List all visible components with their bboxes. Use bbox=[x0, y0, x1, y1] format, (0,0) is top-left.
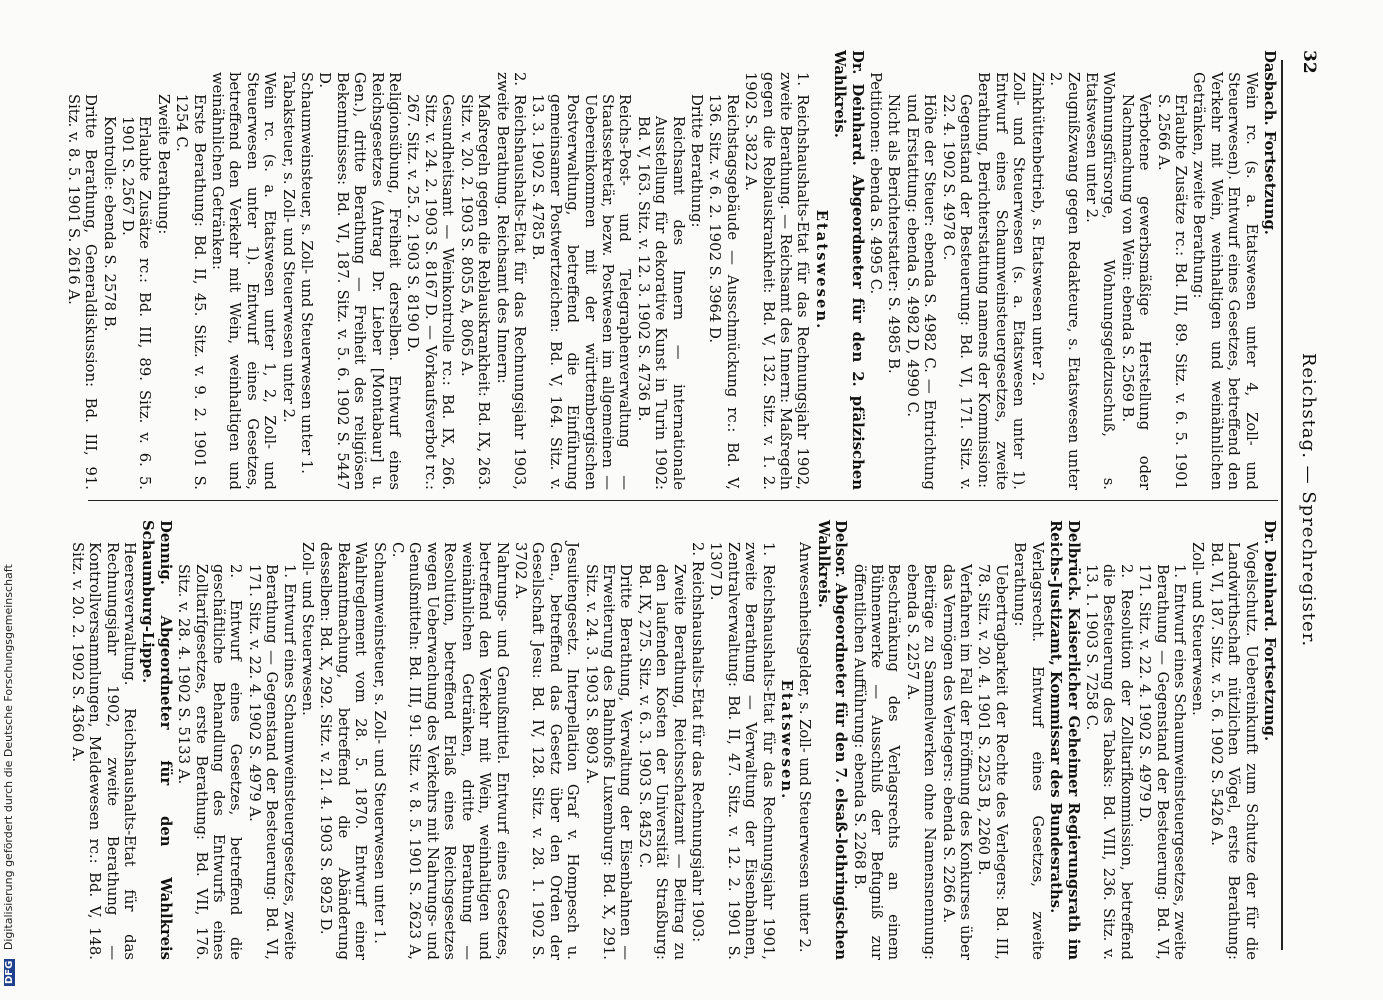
entry-heading: Dennig. Abgeordneter für den Wahlkreis Schaumburg-Lippe. bbox=[139, 520, 174, 960]
entry-heading: Delbrück. Kaiserlicher Geheimer Regierungsrath im Reichs-Justizamt, Kommissar des Bundesraths. bbox=[1047, 520, 1082, 960]
index-entry: Zoll- und Steuerwesen. bbox=[299, 542, 317, 716]
index-entry: Kontrolle: ebenda S. 2578 B. bbox=[100, 116, 118, 332]
index-entry: Maßregeln gegen die Reblauskrankheit: Bd. IX, 263. Sitz. v. 20. 2. 1903 S. 8055 A, 8065 A. bbox=[457, 94, 493, 490]
index-entry: Wahlreglement vom 28. 5. 1870. Entwurf einer Bekanntmachung, betreffend die Abänderung desselben: Bd. X, 292. Sitz. v. 21. 4. 1903 S. 8925 D. bbox=[317, 542, 370, 960]
index-entry: Beiträge zu Sammelwerken ohne Namensnennung: ebenda S. 2257 A. bbox=[903, 564, 939, 960]
index-entry: Zinkhüttenbetrieb, s. Etatswesen unter 2. bbox=[1028, 72, 1046, 387]
index-entry: Beschränkung des Verlagsrechts an einem Bühnenwerke — Ausschluß der Befugniß zur öffentlichen Aufführung: ebenda S. 2268 B. bbox=[850, 564, 903, 960]
index-entry: 2. Reichshaushalts-Etat für das Rechnungsjahr 1903, zweite Berathung. Reichsamt des Innern: bbox=[493, 72, 528, 490]
entry-heading: Delsor. Abgeordneter für den 7. elsaß-lothringischen Wahlkreis. bbox=[814, 520, 850, 960]
entry-heading: Etatswesen. bbox=[778, 679, 796, 801]
index-entry: 1. Reichshaushalts-Etat für das Rechnungsjahr 1901, zweite Berathung — Verwaltung der Eisenbahnen, Zentralverwaltung: Bd. II, 47. Sitz. v. 12. 2. 1901 S. 1307 D. bbox=[707, 542, 777, 960]
index-entry: Dritte Berathung, Generaldiskussion: Bd. III, 91. Sitz. v. 8. 5. 1901 S. 2616 A. bbox=[64, 94, 100, 490]
index-entry: Nahrungs- und Genußmittel. Entwurf eines Gesetzes, betreffend den Verkehr mit Wein, weinhaltigen und weinähnlichen Getränken, dritte Berathung — Resolution, betreffend Erlaß eines Reichsgesetzes wegen Ueberwachung des Verkehrs mit Nahrungs- und Genußmitteln: Bd. III, 91. Sitz. v. 8. 5. 1901 S. 2623 A, C. bbox=[389, 542, 511, 960]
index-entry: Vogelschutz. Uebereinkunft zum Schutze der für die Landwirthschaft nützlichen Vögel, erste Berathung: Bd. VI, 187. Sitz. v. 5. 6. 1902 S. 5426 A. bbox=[1207, 542, 1260, 960]
index-entry: Anwesenheitsgelder, s. Zoll- und Steuerwesen unter 2. bbox=[796, 542, 814, 953]
right-text-column bbox=[67, 520, 1278, 960]
digitization-note: Digitalisierung gefördert durch die Deutsche Forschungsgemeinschaft bbox=[2, 564, 15, 951]
index-entry: Dritte Berathung, Verwaltung der Eisenbahnen — Erweiterung des Bahnhofs Luxemburg: Bd. X, 291. Sitz. v. 24. 3. 1903 S. 8903 A. bbox=[582, 564, 635, 960]
index-entry: Verlagsrecht. Entwurf eines Gesetzes, zweite Berathung: bbox=[1011, 542, 1046, 960]
entry-heading: Dr. Deinhard. Fortsetzung. bbox=[1261, 520, 1278, 742]
index-entry: 1. Reichshaushalts-Etat für das Rechnungsjahr 1902, zweite Berathung. — Reichsamt des Innern: Maßregeln gegen die Reblauskrankheit: Bd. V, 132. Sitz. v. 1. 2. 1902 S. 3822 A. bbox=[742, 72, 812, 490]
index-entry: Schaumweinsteuer, s. Zoll- und Steuerwesen unter 1. bbox=[298, 72, 316, 474]
index-entry: Reichsamt des Innern — internationale Ausstellung für dekorative Kunst in Turin 1902: Bd. V, 163. Sitz. v. 12. 3. 1902 S. 4736 B. bbox=[634, 116, 687, 490]
index-entry: Erlaubte Zusätze rc.: Bd. III, 89. Sitz. v. 6. 5. 1901 S. 2567 D. bbox=[119, 116, 154, 490]
index-entry: Wohnungsfürsorge, Wohnungsgeldzuschuß, s. Etatswesen unter 2. bbox=[1082, 72, 1118, 490]
index-entry: Reichstagsgebäude — Ausschmückung rc.: Bd. V, 136. Sitz. v. 6. 2. 1902 S. 3964 D. bbox=[706, 94, 741, 490]
index-entry: Erste Berathung: Bd. II, 45. Sitz. v. 9. 2. 1901 S. 1254 C. bbox=[173, 94, 208, 490]
index-entry: Zoll- und Steuerwesen (s. a. Etatswesen unter 1). Entwurf eines Schaumweinsteuergesetzes, zweite Berathung, Berichterstattung namens der Kommission: bbox=[975, 72, 1028, 490]
index-entry: 2. Reichshaushalts-Etat für das Rechnungsjahr 1903: bbox=[689, 542, 706, 943]
index-entry: Zweite Berathung: bbox=[154, 94, 172, 235]
index-entry: Religionsübung, Freiheit derselben. Entwurf eines Reichsgesetzes (Antrag Dr. Lieber [Montabaur] u. Gen.), dritte Berathung — Freiheit des religiösen Bekenntnisses: Bd. VI, 187. Sitz. v. 5. 6. 1902 S. 5447 D. bbox=[316, 72, 404, 490]
index-entry: Verbotene gewerbsmäßige Herstellung oder Nachmachung von Wein: ebenda S. 2569 B. bbox=[1118, 94, 1154, 490]
index-entry: Zeugnißzwang gegen Redakteure, s. Etatswesen unter 2. bbox=[1047, 72, 1082, 490]
index-entry: Gesundheitsamt — Weinkontrolle rc.: Bd. IX, 266. Sitz. v. 24. 2. 1903 S. 8167 D. — Vorkaufsverbot rc.: 267. Sitz. v. 25. 2. 1903 S. 8190 D. bbox=[404, 94, 457, 490]
running-title: Reichstag. — Sprechregister. bbox=[1298, 352, 1319, 648]
left-text-column bbox=[63, 50, 1278, 490]
index-entry: Verfahren im Fall der Eröffnung des Konkurses über das Vermögen des Verlegers: ebenda S. 2266 A. bbox=[939, 564, 975, 960]
index-entry: Heeresverwaltung. Reichshaushalts-Etat für das Rechnungsjahr 1902, zweite Berathung — Kontrollversammlungen, Meldewesen rc.: Bd. V, 148. Sitz. v. 20. 2. 1902 S. 4360 A. bbox=[68, 542, 138, 960]
index-entry: Reichs-Post- und Telegraphenverwaltung — Staatssekretär, bezw. Postwesen im allgemeinen — Uebereinkommen mit der württembergischen Postverwaltung, betreffend die Einführung gemeinsamer Postwertzeichen: Bd. V, 164. Sitz. v. 13. 3. 1902 S. 4785 B. bbox=[529, 94, 634, 490]
page-number: 32 bbox=[1299, 50, 1319, 74]
index-entry: Gegenstand der Besteuerung: Bd. VI, 171. Sitz. v. 22. 4. 1902 S. 4978 C. bbox=[939, 94, 975, 490]
entry-heading: Dr. Deinhard. Abgeordneter für den 2. pfälzischen Wahlkreis. bbox=[831, 50, 866, 490]
index-entry: 1. Entwurf eines Schaumweinsteuergesetzes, zweite Berathung — Gegenstand der Besteuerung: Bd. VI, 171. Sitz. v. 22. 4. 1902 S. 4979 D. bbox=[1136, 564, 1188, 960]
digitization-stamp bbox=[2, 564, 15, 986]
index-entry: Zoll- und Steuerwesen. bbox=[1189, 542, 1207, 716]
index-entry: 1. Entwurf eines Schaumweinsteuergesetzes, zweite Berathung — Gegenstand der Besteuerung: Bd. VI, 171. Sitz. v. 22. 4. 1902 S. 4979 A. bbox=[245, 564, 298, 960]
index-entry: Tabaksteuer, s. Zoll- und Steuerwesen unter 2. bbox=[279, 72, 297, 423]
index-entry: Dritte Berathung: bbox=[688, 94, 705, 228]
index-entry: Wein rc. (s. a. Etatswesen unter 1, 2, Zoll- und Steuerwesen unter 1). Entwurf eines Gesetzes, betreffend den Verkehr mit Wein, weinhaltigen und weinähnlichen Getränken: bbox=[209, 72, 279, 490]
index-entry: Uebertragbarkeit der Rechte des Verlegers: Bd. III, 78. Sitz. v. 20. 4. 1901 S. 2253 B, 2260 B. bbox=[975, 564, 1010, 960]
index-entry: Wein rc. (s. a. Etatswesen unter 4, Zoll- und Steuerwesen). Entwurf eines Gesetzes, betreffend den Verkehr mit Wein, weinhaltigen und weinähnlichen Getränken, zweite Berathung: bbox=[1190, 72, 1260, 490]
index-entry: Zweite Berathung, Reichsschatzamt — Beitrag zu den laufenden Kosten der Universität Straßburg: Bd. IX, 275. Sitz. v. 6. 3. 1903 S. 8452 C. bbox=[635, 564, 688, 960]
index-entry: Nicht als Berichterstatter: S. 4985 B. bbox=[885, 94, 903, 374]
index-entry: Höhe der Steuer: ebenda S. 4982 C. — Entrichtung und Erstattung: ebenda S. 4982 D, 4990 C. bbox=[903, 94, 939, 490]
page-header bbox=[1289, 40, 1323, 960]
index-entry: Schaumweinsteuer, s. Zoll- und Steuerwesen unter 1. bbox=[370, 542, 388, 944]
dfg-logo: DFG bbox=[4, 960, 15, 984]
index-entry: Petitionen: ebenda S. 4995 C. bbox=[867, 72, 885, 295]
header-rule bbox=[1281, 60, 1283, 950]
entry-heading: Etatswesen. bbox=[812, 209, 830, 331]
index-entry: 2. Entwurf eines Gesetzes, betreffend die geschäftliche Behandlung des Entwurfs eines Zolltarifgesetzes, erste Berathung: Bd. VII, 176. Sitz. v. 28. 4. 1902 S. 5133 A. bbox=[175, 564, 245, 960]
index-entry: Erlaubte Zusätze rc.: Bd. III, 89. Sitz. v. 6. 5. 1901 S. 2566 A. bbox=[1154, 94, 1189, 490]
column-divider bbox=[88, 500, 1278, 501]
entry-heading: Dasbach. Fortsetzung. bbox=[1261, 50, 1278, 235]
index-entry: 2. Resolution der Zolltarifkommission, betreffend die Besteuerung des Tabaks: Bd. VIII, 236. Sitz. v. 13. 1. 1903 S. 7258 C. bbox=[1082, 564, 1135, 960]
index-entry: Jesuitengesetz. Interpellation Graf v. Hompesch u. Gen., betreffend das Gesetz über den Orden der Gesellschaft Jesu: Bd. IV, 128. Sitz. v. 28. 1. 1902 S. 3702 A. bbox=[511, 542, 582, 960]
